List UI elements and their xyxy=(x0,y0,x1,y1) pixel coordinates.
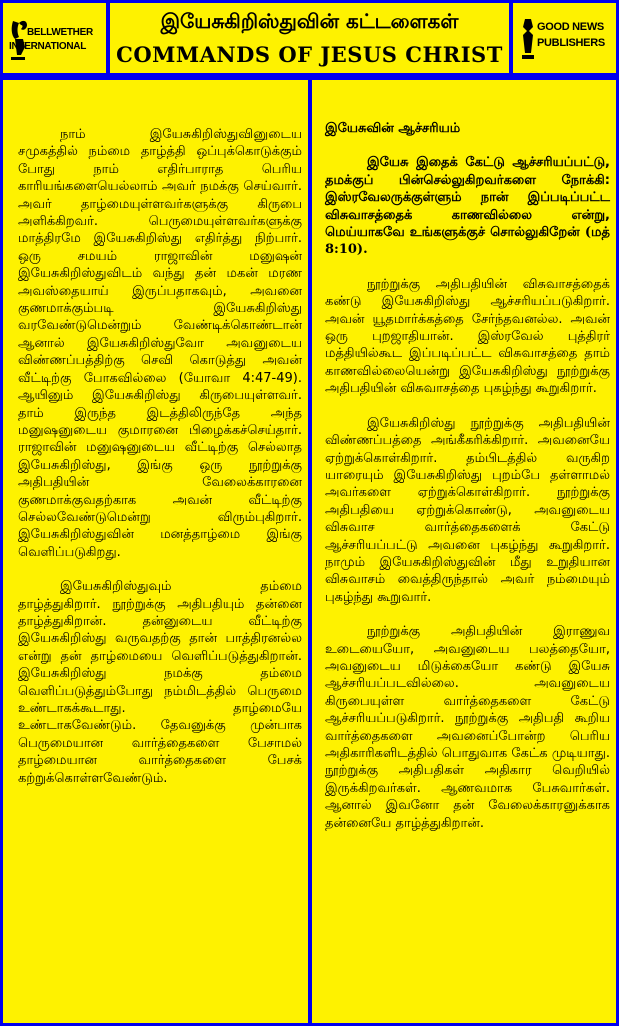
right-paragraph-2: இயேசுகிறிஸ்து நூற்றுக்கு அதிபதியின் விண்ணப்பத்தை அங்கீகரிக்கிறார். அவனையே ஏற்றுக்கொள்கிறார். தம்பிடத்தில் வருகிற யாரையும் இயேசுகிறிஸ்து புறம்பே தள்ளாமல் அவர்களை ஏற்றுக்கொள்கிறார். நூற்றுக்கு அதிபதியை ஏற்றுக்கொண்டு, அவனுடைய விசுவாச வார்த்தைகளைக் கேட்டு ஆச்சரியப்பட்டு அவனை புகழ்ந்து கூறுகிறார். நாமும் இயேசுகிறிஸ்துவின் மீது உறுதியான விசுவாசம் வைத்திருந்தால் அவர் நம்மையும் புகழ்ந்து கூறுவார். xyxy=(325,415,610,605)
page-title-english: COMMANDS OF JESUS CHRIST xyxy=(116,42,503,67)
section-heading: இயேசுவின் ஆச்சரியம் xyxy=(325,121,461,136)
left-column xyxy=(3,80,308,1023)
good-news-logo xyxy=(513,3,616,73)
bellwether-logo-line1: BELLWETHER xyxy=(27,27,93,38)
page-title-tamil: இயேசுகிறிஸ்துவின் கட்டளைகள் xyxy=(160,9,459,33)
left-paragraph-1: நாம் இயேசுகிறிஸ்துவினுடைய சமுகத்தில் நம்மை தாழ்த்தி ஒப்புக்கொடுக்கும் போது நாம் எதிர்பாராத பெரிய காரியங்களையெல்லாம் அவர் நமக்கு செய்வார். அவர் தாழ்மையுள்ளவர்களுக்கு கிருபை அளிக்கிறவர். பெருமையுள்ளவர்களுக்கு மாத்திரமே இயேசுகிறிஸ்து எதிர்த்து நிற்பார். ஒரு சமயம் ராஜாவின் மனுஷன் இயேசுகிறிஸ்துவிடம் வந்து தன் மகன் மரண அவஸ்தையாய் இருப்பதாகவும், அவனை குணமாக்கும்படி இயேசுகிறிஸ்து வரவேண்டுமென்றும் வேண்டிக்கொண்டான் ஆனால் இயேசுகிறிஸ்துவோ அவனுடைய விண்ணப்பத்திற்கு செவி கொடுத்து அவன் வீட்டிற்கு போகவில்லை (யோவா 4:47-49). ஆயினும் இயேசுகிறிஸ்து கிருபையுள்ளவர். தாம் இருந்த இடத்திலிருந்தே அந்த மனுஷனுடைய குமாரனை பிழைக்கச்செய்தார். ராஜாவின் மனுஷனுடைய வீட்டிற்கு செல்லாத இயேசுகிறிஸ்து, இங்கு ஒரு நூற்றுக்கு அதிபதியின் வேலைக்காரனை குணமாக்குவதற்காக அவன் வீட்டிற்கு செல்லவேண்டுமென்று விரும்புகிறார். இயேசுகிறிஸ்துவின் மனத்தாழ்மை இங்கு வெளிப்படுகிறது. xyxy=(18,127,302,560)
scripture-reference: (மத் 8:10). xyxy=(325,225,610,258)
left-paragraph-2: இயேசுகிறிஸ்துவும் தம்மை தாழ்த்துகிறார். நூற்றுக்கு அதிபதியும் தன்னை தாழ்த்துகிறான். தன்னுடைய வீட்டிற்கு இயேசுகிறிஸ்து வருவதற்கு தான் பாத்திரனல்ல என்று தன் தாழ்மையை வெளிப்படுத்துகிறான். இயேசுகிறிஸ்து நமக்கு தம்மை வெளிப்படுத்தும்போது நம்மிடத்தில் பெருமை உண்டாகக்கூடாது. தாழ்மையே உண்டாகவேண்டும். தேவனுக்கு முன்பாக பெருமையான வார்த்தைகளை பேசாமல் தாழ்மையான வார்த்தைகளை பேசக் கற்றுக்கொள்ளவேண்டும். xyxy=(18,579,302,786)
bellwether-logo-line2: INTERNATIONAL xyxy=(9,41,87,52)
right-paragraph-1: நூற்றுக்கு அதிபதியின் விசுவாசத்தைக் கண்டு இயேசுகிறிஸ்து ஆச்சரியப்படுகிறார். அவன் யூதமார்க்கத்தை சேர்ந்தவனல்ல. அவன் ஒரு புறஜாதியான். இஸ்ரவேல் புத்திரர் மத்தியில்கூட இப்படிப்பட்ட விசுவாசத்தை தாம் காணவில்லையென்று இயேசுகிறிஸ்து நூற்றுக்கு அதிபதியின் விசுவாசத்தை புகழ்ந்து கூறுகிறார். xyxy=(325,276,610,397)
good-news-logo-line1: GOOD NEWS xyxy=(537,21,604,33)
bellwether-logo xyxy=(3,3,106,73)
good-news-logo-line2: PUBLISHERS xyxy=(537,37,605,49)
right-column xyxy=(312,80,616,1023)
title-banner xyxy=(110,3,509,73)
scripture-verse xyxy=(325,154,610,258)
page-header xyxy=(0,0,619,80)
scripture-verse-text: இயேசு இதைக் கேட்டு ஆச்சரியப்பட்டு, தமக்குப் பின்செல்லுகிறவர்களை நோக்கி: இஸ்ரவேலருக்குள்ளும் நான் இப்படிப்பட்ட விசுவாசத்தைக் காணவில்லை என்று, மெய்யாகவே உங்களுக்குச் சொல்லுகிறேன் xyxy=(325,155,610,241)
right-paragraph-3: நூற்றுக்கு அதிபதியின் இராணுவ உடையையோ, அவனுடைய பலத்தையோ, அவனுடைய மிடுக்கையோ கண்டு இயேசு ஆச்சரியப்படவில்லை. அவனுடைய கிருபையுள்ள வார்த்தைகளை கேட்டு ஆச்சரியப்படுகிறார். நூற்றுக்கு அதிபதி கூறிய வார்த்தைகளை அவனைப்போன்ற பெரிய அதிகாரிகளிடத்தில் பொதுவாக கேட்க முடியாது. நூற்றுக்கு அதிபதிகள் அதிகார வெறியில் இருக்கிறவர்கள். ஆணவமாக பேசுவார்கள். ஆனால் இவனோ தன் வேலைக்காரனுக்காக தன்னையே தாழ்த்துகிறான். xyxy=(325,624,610,831)
